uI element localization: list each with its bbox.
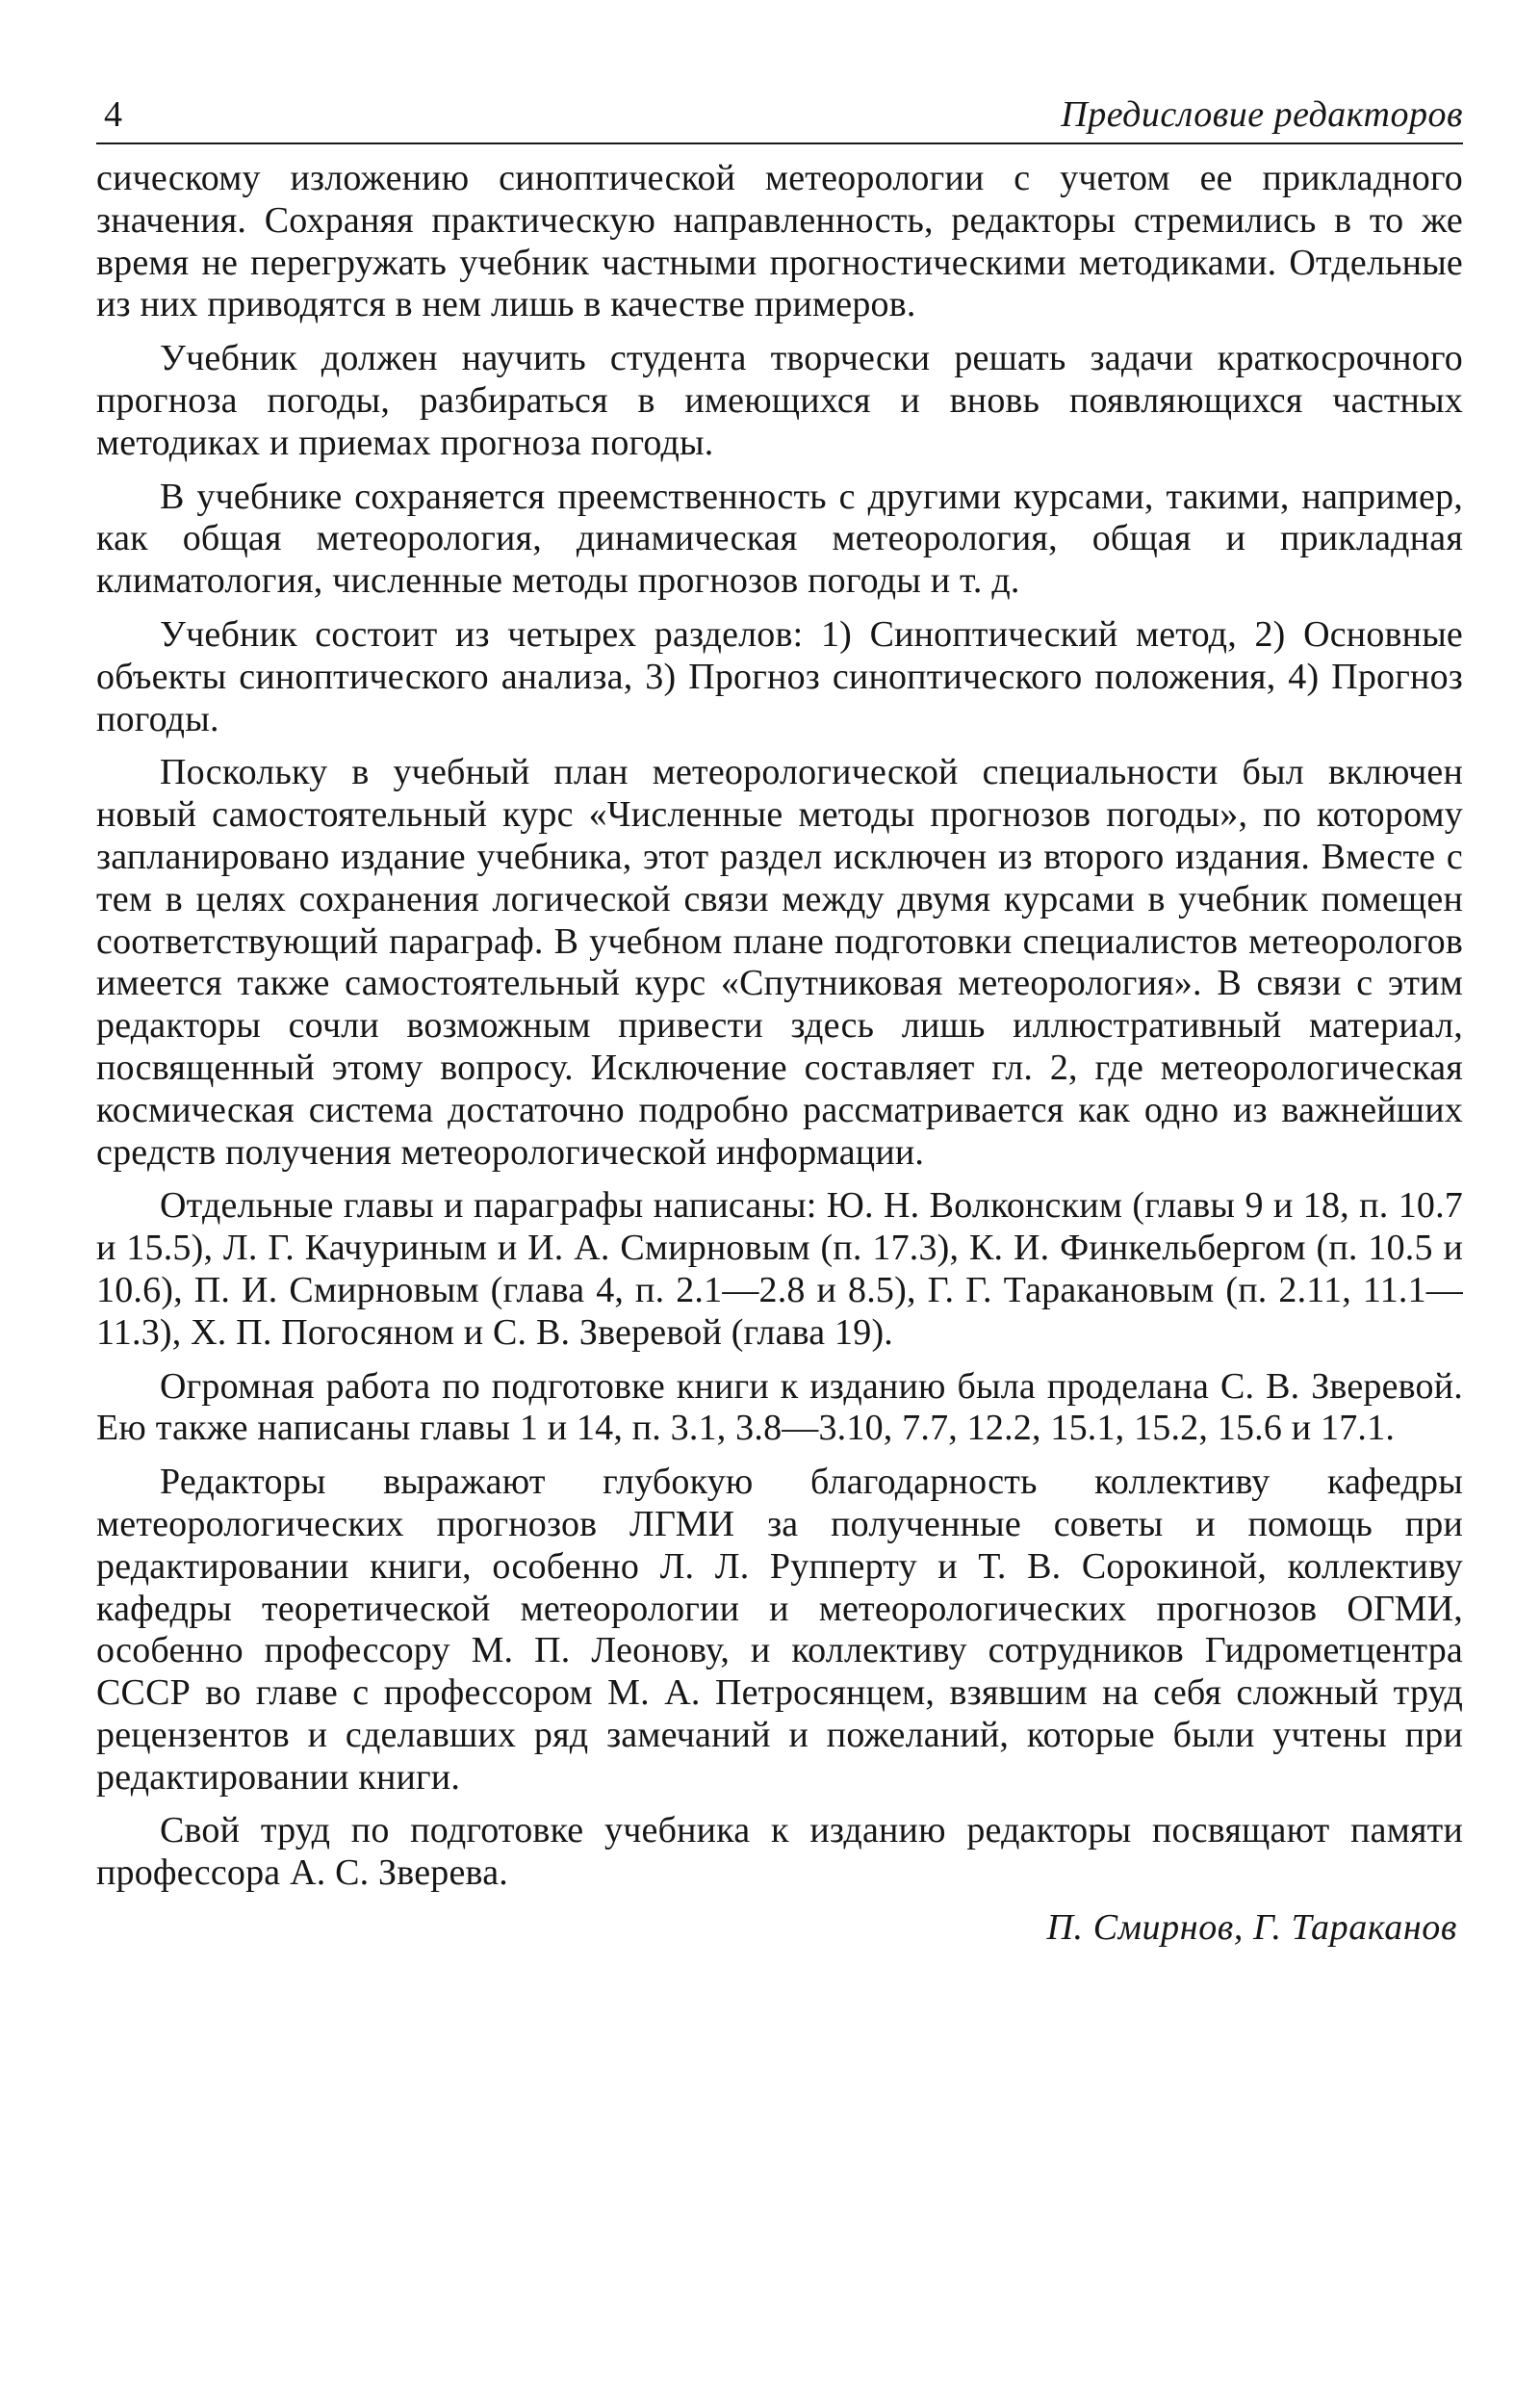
running-header [96,89,1463,144]
book-page [96,89,1463,2303]
paragraph-continued: сическому изложению синоптической метеорологии с учетом ее прикладного значения. Сохраняя практическую направленность, редакторы стремились в то же время не перегружать учебник частными прогностическими методиками. Отдельные из них приводятся в нем лишь в качестве примеров. [96,158,1463,325]
paragraph-authors: Отдельные главы и параграфы написаны: Ю. Н. Волконским (главы 9 и 18, п. 10.7 и 15.5), Л. Г. Качуриным и И. А. Смирновым (п. 17.3), К. И. Финкельбергом (п. 10.5 и 10.6), П. И. Смирновым (глава 4, п. 2.1—2.8 и 8.5), Г. Г. Таракановым (п. 2.11, 11.1—11.3), Х. П. Погосяном и С. В. Зверевой (глава 19). [96,1185,1463,1353]
running-title: Предисловие редакторов [1061,94,1463,135]
paragraph-dedication: Свой труд по подготовке учебника к изданию редакторы посвящают памяти профессора А. С. Зверева. [96,1810,1463,1894]
main-text [96,158,1463,1949]
page-number: 4 [104,94,122,135]
paragraph-acknowledgements: Редакторы выражают глубокую благодарность коллективу кафедры метеорологических прогнозов ЛГМИ за полученные советы и помощь при редактировании книги, особенно Л. Л. Рупперту и Т. В. Сорокиной, коллективу кафедры теоретической метеорологии и метеорологических прогнозов ОГМИ, особенно профессору М. П. Леонову, и коллективу сотрудников Гидрометцентра СССР во главе с профессором М. А. Петросянцем, взявшим на себя сложный труд рецензентов и сделавших ряд замечаний и пожеланий, которые были учтены при редактировании книги. [96,1462,1463,1798]
paragraph-curriculum: Поскольку в учебный план метеорологической специальности был включен новый самостоятельный курс «Численные методы прогнозов погоды», по которому запланировано издание учебника, этот раздел исключен из второго издания. Вместе с тем в целях сохранения логической связи между двумя курсами в учебник помещен соответствующий параграф. В учебном плане подготовки специалистов метеорологов имеется также самостоятельный курс «Спутниковая метеорология». В связи с этим редакторы сочли возможным привести здесь лишь иллюстративный материал, посвященный этому вопросу. Исключение составляет гл. 2, где метеорологическая космическая система достаточно подробно рассматривается как одно из важнейших средств получения метеорологической информации. [96,752,1463,1173]
paragraph-textbook-goal: Учебник должен научить студента творчески решать задачи краткосрочного прогноза погоды, разбираться в имеющихся и вновь появляющихся частных методиках и приемах прогноза погоды. [96,338,1463,463]
editors-signature: П. Смирнов, Г. Тараканов [1046,1907,1457,1949]
paragraph-preparation: Огромная работа по подготовке книги к изданию была проделана С. В. Зверевой. Ею также написаны главы 1 и 14, п. 3.1, 3.8—3.10, 7.7, 12.2, 15.1, 15.2, 15.6 и 17.1. [96,1365,1463,1449]
paragraph-continuity: В учебнике сохраняется преемственность с другими курсами, такими, например, как общая метеорология, динамическая метеорология, общая и прикладная климатология, численные методы прогнозов погоды и т. д. [96,476,1463,602]
paragraph-sections: Учебник состоит из четырех разделов: 1) Синоптический метод, 2) Основные объекты синоптического анализа, 3) Прогноз синоптического положения, 4) Прогноз погоды. [96,613,1463,739]
